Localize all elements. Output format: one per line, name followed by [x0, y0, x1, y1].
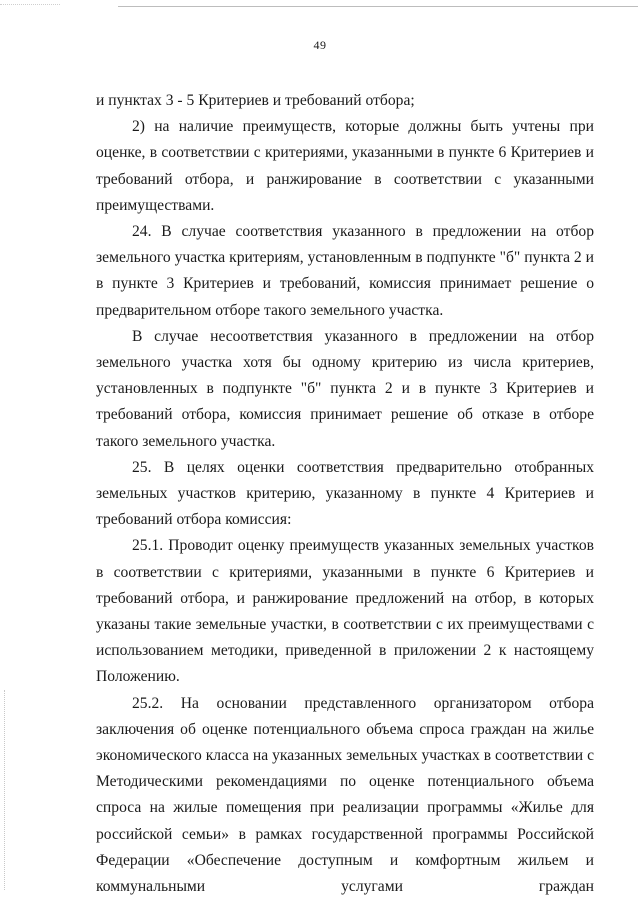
paragraph-25-1: 25.1. Проводит оценку преимуществ указанных земельных участков в соответствии с критериями, указанными в пункте 6 Критериев и требований отбора, и ранжирование предложений на отбор, в которых указаны такие земельные участки, в соответствии с их преимуществами с использованием методики, приведенной в приложении 2 к настоящему Положению.	[96, 537, 594, 686]
page-number: 49	[313, 38, 327, 52]
scan-edge-top	[118, 6, 638, 7]
paragraph-24-mismatch: В случае несоответствия указанного в предложении на отбор земельного участка хотя бы одному критерию из числа критериев, установленных в подпункте "б" пункта 2 и в пункте 3 Критериев и требований отбора, комиссия принимает решение об отказе в отборе такого земельного участка.	[96, 327, 594, 450]
paragraph-25: 25. В целях оценки соответствия предварительно отобранных земельных участков критерию, указанному в пункте 4 Критериев и требований отбора комиссия:	[96, 458, 594, 529]
paragraph-25-2: 25.2. На основании представленного организатором отбора заключения об оценке потенциального объема спроса граждан на жилье экономического класса на указанных земельных участках в соответствии с Методическими рекомендациями по оценке потенциального объема спроса на жилые помещения при реализации программы «Жилье для российской семьи» в рамках государственной программы Российской Федерации «Обеспечение доступным и комфортным жильем и коммунальными услугами граждан	[96, 694, 594, 896]
scan-edge-top-left	[0, 4, 60, 5]
paragraph-continuation: и пунктах 3 - 5 Критериев и требований отбора;	[96, 92, 415, 109]
scan-edge-left	[4, 690, 5, 890]
document-body	[96, 88, 594, 900]
paragraph-item-2: 2) на наличие преимуществ, которые должны быть учтены при оценке, в соответствии с критериями, указанными в пункте 6 Критериев и требований отбора, и ранжирование в соответствии с указанными преимуществами.	[96, 118, 594, 214]
paragraph-24: 24. В случае соответствия указанного в предложении на отбор земельного участка критериям, установленным в подпункте "б" пункта 2 и в пункте 3 Критериев и требований, комиссия принимает решение о предварительном отборе такого земельного участка.	[96, 223, 594, 319]
